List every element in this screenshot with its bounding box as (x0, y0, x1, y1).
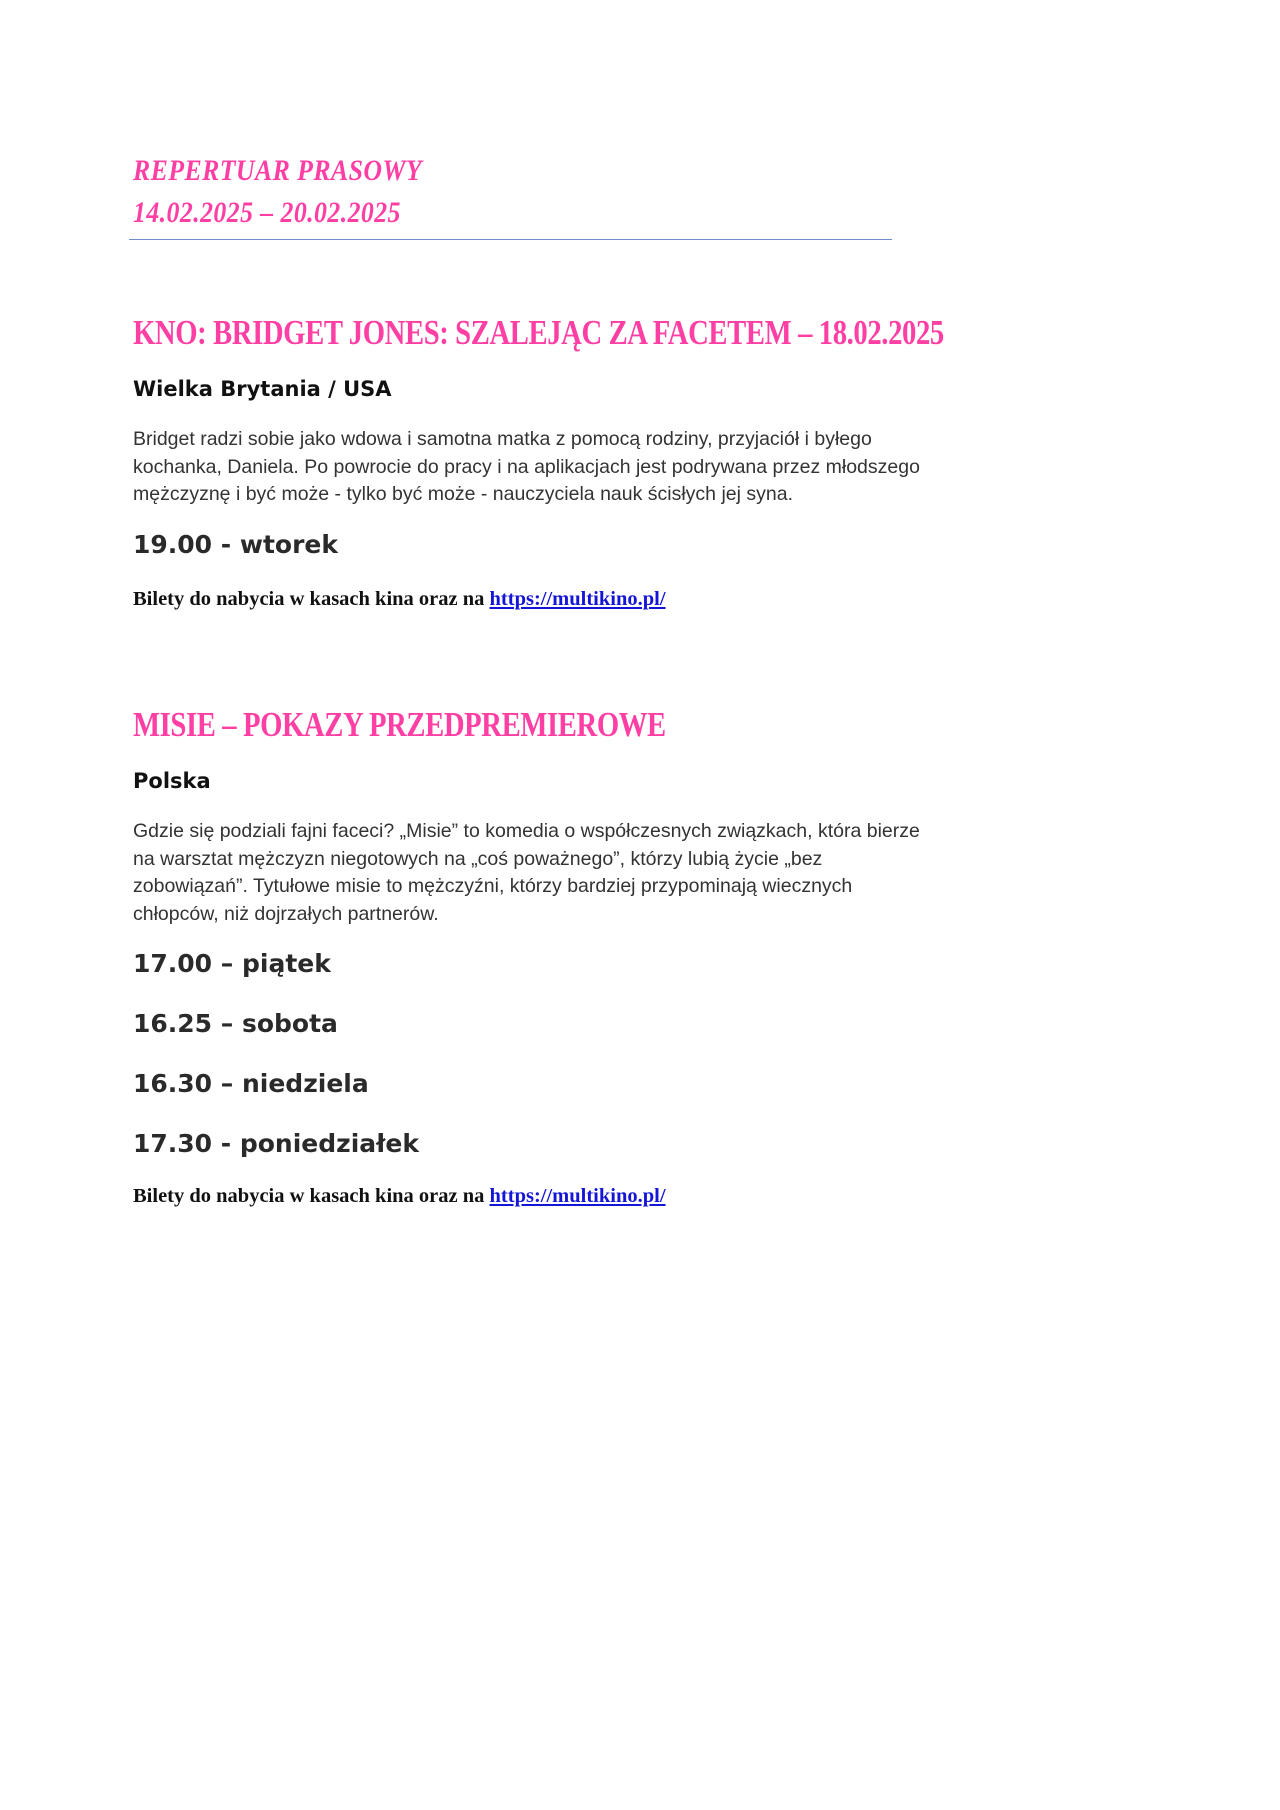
synopsis-line: chłopców, niż dojrzałych partnerów. (133, 902, 439, 925)
showtime: 16.25 – sobota (133, 1009, 338, 1038)
tickets-text: Bilety do nabycia w kasach kina oraz na (133, 1185, 490, 1207)
document-header (133, 150, 893, 234)
film-title: KNO: BRIDGET JONES: SZALEJĄC ZA FACETEM – 18.02.2025 (133, 313, 944, 352)
tickets-text: Bilety do nabycia w kasach kina oraz na (133, 587, 490, 610)
film-country: Wielka Brytania / USA (133, 377, 392, 401)
document-title: REPERTUAR PRASOWY (133, 154, 423, 187)
showtime: 17.30 - poniedziałek (133, 1129, 419, 1158)
tickets-info (133, 1182, 973, 1210)
showtime: 17.00 – piątek (133, 949, 331, 978)
film-section-bridget-jones (133, 312, 973, 613)
showtime: 16.30 – niedziela (133, 1069, 369, 1098)
header-divider (129, 239, 892, 240)
film-synopsis (133, 426, 973, 509)
tickets-info (133, 585, 973, 613)
film-section-misie (133, 704, 973, 1210)
film-country: Polska (133, 769, 211, 793)
tickets-link[interactable]: https://multikino.pl/ (489, 1185, 666, 1207)
film-title: MISIE – POKAZY PRZEDPREMIEROWE (133, 705, 666, 744)
synopsis-line: kochanka, Daniela. Po powrocie do pracy i na aplikacjach jest podrywana przez młodszego (133, 455, 920, 478)
film-synopsis (133, 818, 973, 928)
synopsis-line: Bridget radzi sobie jako wdowa i samotna matka z pomocą rodziny, przyjaciół i byłego (133, 428, 872, 450)
tickets-link[interactable]: https://multikino.pl/ (489, 587, 666, 610)
document-date-range: 14.02.2025 – 20.02.2025 (133, 196, 401, 229)
synopsis-line: zobowiązań”. Tytułowe misie to mężczyźni, którzy bardziej przypominają wiecznych (133, 875, 853, 897)
showtime: 19.00 - wtorek (133, 529, 338, 559)
synopsis-line: mężczyznę i być może - tylko być może - nauczyciela nauk ścisłych jej syna. (133, 483, 793, 505)
synopsis-line: na warsztat mężczyzn niegotowych na „coś poważnego”, którzy lubią życie „bez (133, 847, 823, 870)
synopsis-line: Gdzie się podziali fajni faceci? „Misie” to komedia o współczesnych związkach, która bierze (133, 820, 920, 842)
